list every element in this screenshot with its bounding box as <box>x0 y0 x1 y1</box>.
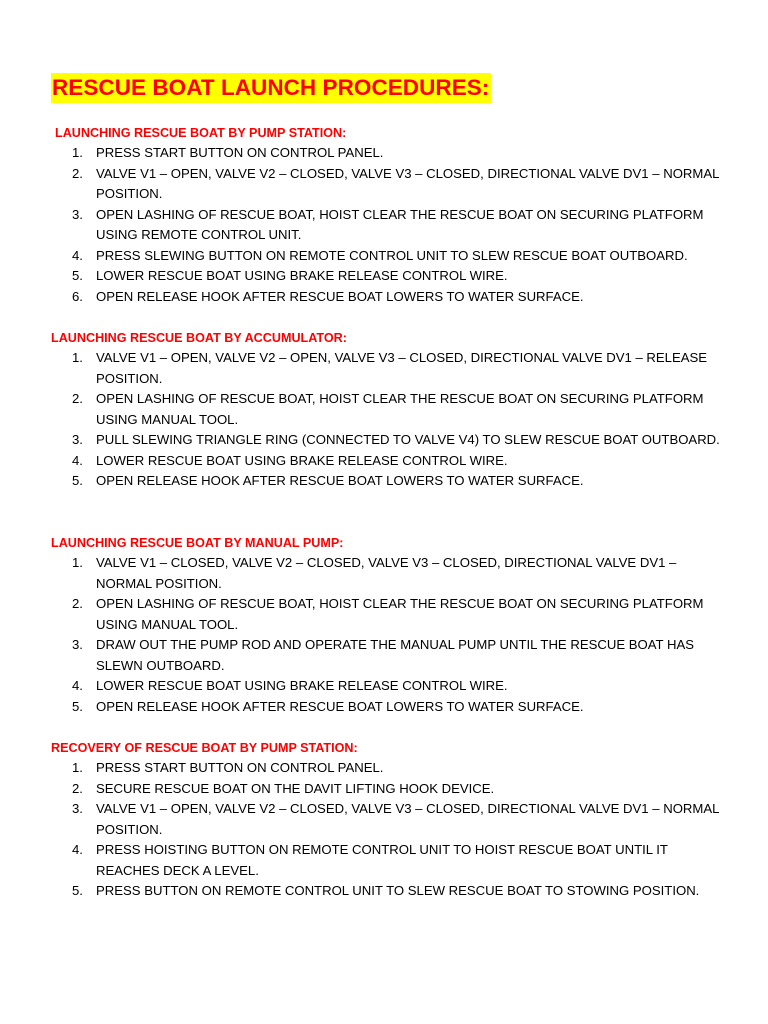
section-heading: LAUNCHING RESCUE BOAT BY ACCUMULATOR: <box>51 331 347 345</box>
item-text: VALVE V1 – CLOSED, VALVE V2 – CLOSED, VALVE V3 – CLOSED, DIRECTIONAL VALVE DV1 – NORMAL POSITION. <box>96 555 677 591</box>
list-item <box>0 697 768 718</box>
list-item <box>0 799 768 840</box>
section-heading: RECOVERY OF RESCUE BOAT BY PUMP STATION: <box>51 741 358 755</box>
item-text: OPEN LASHING OF RESCUE BOAT, HOIST CLEAR THE RESCUE BOAT ON SECURING PLATFORM USING REMOTE CONTROL UNIT. <box>96 206 704 242</box>
item-text: LOWER RESCUE BOAT USING BRAKE RELEASE CONTROL WIRE. <box>96 268 508 283</box>
item-text: PRESS BUTTON ON REMOTE CONTROL UNIT TO SLEW RESCUE BOAT TO STOWING POSITION. <box>96 883 700 898</box>
section-heading: LAUNCHING RESCUE BOAT BY PUMP STATION: <box>55 126 347 140</box>
list-item <box>0 451 768 472</box>
list-item <box>0 471 768 492</box>
item-number: 3. <box>72 637 83 652</box>
list-item <box>0 881 768 902</box>
item-text: PULL SLEWING TRIANGLE RING (CONNECTED TO VALVE V4) TO SLEW RESCUE BOAT OUTBOARD. <box>96 432 720 447</box>
item-text: DRAW OUT THE PUMP ROD AND OPERATE THE MANUAL PUMP UNTIL THE RESCUE BOAT HAS SLEWN OUTBOARD. <box>96 637 694 673</box>
list-item <box>0 389 768 430</box>
item-number: 3. <box>72 801 83 816</box>
item-number: 1. <box>72 760 83 775</box>
list-item <box>0 348 768 389</box>
list-item <box>0 266 768 287</box>
procedure-list <box>0 758 768 902</box>
list-item <box>0 205 768 246</box>
item-text: LOWER RESCUE BOAT USING BRAKE RELEASE CONTROL WIRE. <box>96 452 508 468</box>
item-text: VALVE V1 – OPEN, VALVE V2 – CLOSED, VALVE V3 – CLOSED, DIRECTIONAL VALVE DV1 – NORMAL POSITION. <box>96 165 719 201</box>
procedure-list <box>0 348 768 492</box>
list-item <box>0 779 768 800</box>
list-item <box>0 246 768 267</box>
item-number: 2. <box>72 596 83 611</box>
section-heading: LAUNCHING RESCUE BOAT BY MANUAL PUMP: <box>51 536 344 550</box>
list-item <box>0 594 768 635</box>
item-number: 6. <box>72 288 83 304</box>
item-number: 2. <box>72 391 83 406</box>
item-number: 4. <box>72 678 83 693</box>
item-number: 5. <box>72 473 83 488</box>
item-text: OPEN RELEASE HOOK AFTER RESCUE BOAT LOWERS TO WATER SURFACE. <box>96 698 584 714</box>
item-number: 4. <box>72 247 83 263</box>
item-number: 2. <box>72 165 83 181</box>
item-text: LOWER RESCUE BOAT USING BRAKE RELEASE CONTROL WIRE. <box>96 678 508 693</box>
item-number: 3. <box>72 432 83 447</box>
item-number: 5. <box>72 698 83 714</box>
item-text: PRESS START BUTTON ON CONTROL PANEL. <box>96 760 384 775</box>
list-item <box>0 553 768 594</box>
item-number: 3. <box>72 206 83 222</box>
item-number: 1. <box>72 350 83 365</box>
item-text: SECURE RESCUE BOAT ON THE DAVIT LIFTING HOOK DEVICE. <box>96 780 495 796</box>
item-number: 4. <box>72 452 83 468</box>
procedure-list <box>0 553 768 717</box>
item-text: VALVE V1 – OPEN, VALVE V2 – CLOSED, VALVE V3 – CLOSED, DIRECTIONAL VALVE DV1 – NORMAL POSITION. <box>96 801 719 837</box>
item-text: VALVE V1 – OPEN, VALVE V2 – OPEN, VALVE V3 – CLOSED, DIRECTIONAL VALVE DV1 – RELEASE POSITION. <box>96 350 708 386</box>
list-item <box>0 676 768 697</box>
item-text: PRESS HOISTING BUTTON ON REMOTE CONTROL UNIT TO HOIST RESCUE BOAT UNTIL IT REACHES DECK A LEVEL. <box>96 842 668 878</box>
item-text: OPEN LASHING OF RESCUE BOAT, HOIST CLEAR THE RESCUE BOAT ON SECURING PLATFORM USING MANUAL TOOL. <box>96 391 704 427</box>
list-item <box>0 758 768 779</box>
item-number: 4. <box>72 842 83 857</box>
item-number: 5. <box>72 268 83 283</box>
item-text: PRESS START BUTTON ON CONTROL PANEL. <box>96 145 384 160</box>
list-item <box>0 840 768 881</box>
list-item <box>0 635 768 676</box>
item-number: 2. <box>72 780 83 796</box>
list-item <box>0 143 768 164</box>
list-item <box>0 430 768 451</box>
item-text: PRESS SLEWING BUTTON ON REMOTE CONTROL UNIT TO SLEW RESCUE BOAT OUTBOARD. <box>96 247 688 263</box>
item-text: OPEN RELEASE HOOK AFTER RESCUE BOAT LOWERS TO WATER SURFACE. <box>96 288 584 304</box>
list-item <box>0 164 768 205</box>
list-item <box>0 287 768 308</box>
item-number: 1. <box>72 555 83 570</box>
page-title: RESCUE BOAT LAUNCH PROCEDURES: <box>51 73 491 103</box>
item-number: 5. <box>72 883 83 898</box>
procedure-list <box>0 143 768 307</box>
item-number: 1. <box>72 145 83 160</box>
item-text: OPEN LASHING OF RESCUE BOAT, HOIST CLEAR THE RESCUE BOAT ON SECURING PLATFORM USING MANUAL TOOL. <box>96 596 704 632</box>
item-text: OPEN RELEASE HOOK AFTER RESCUE BOAT LOWERS TO WATER SURFACE. <box>96 473 584 488</box>
